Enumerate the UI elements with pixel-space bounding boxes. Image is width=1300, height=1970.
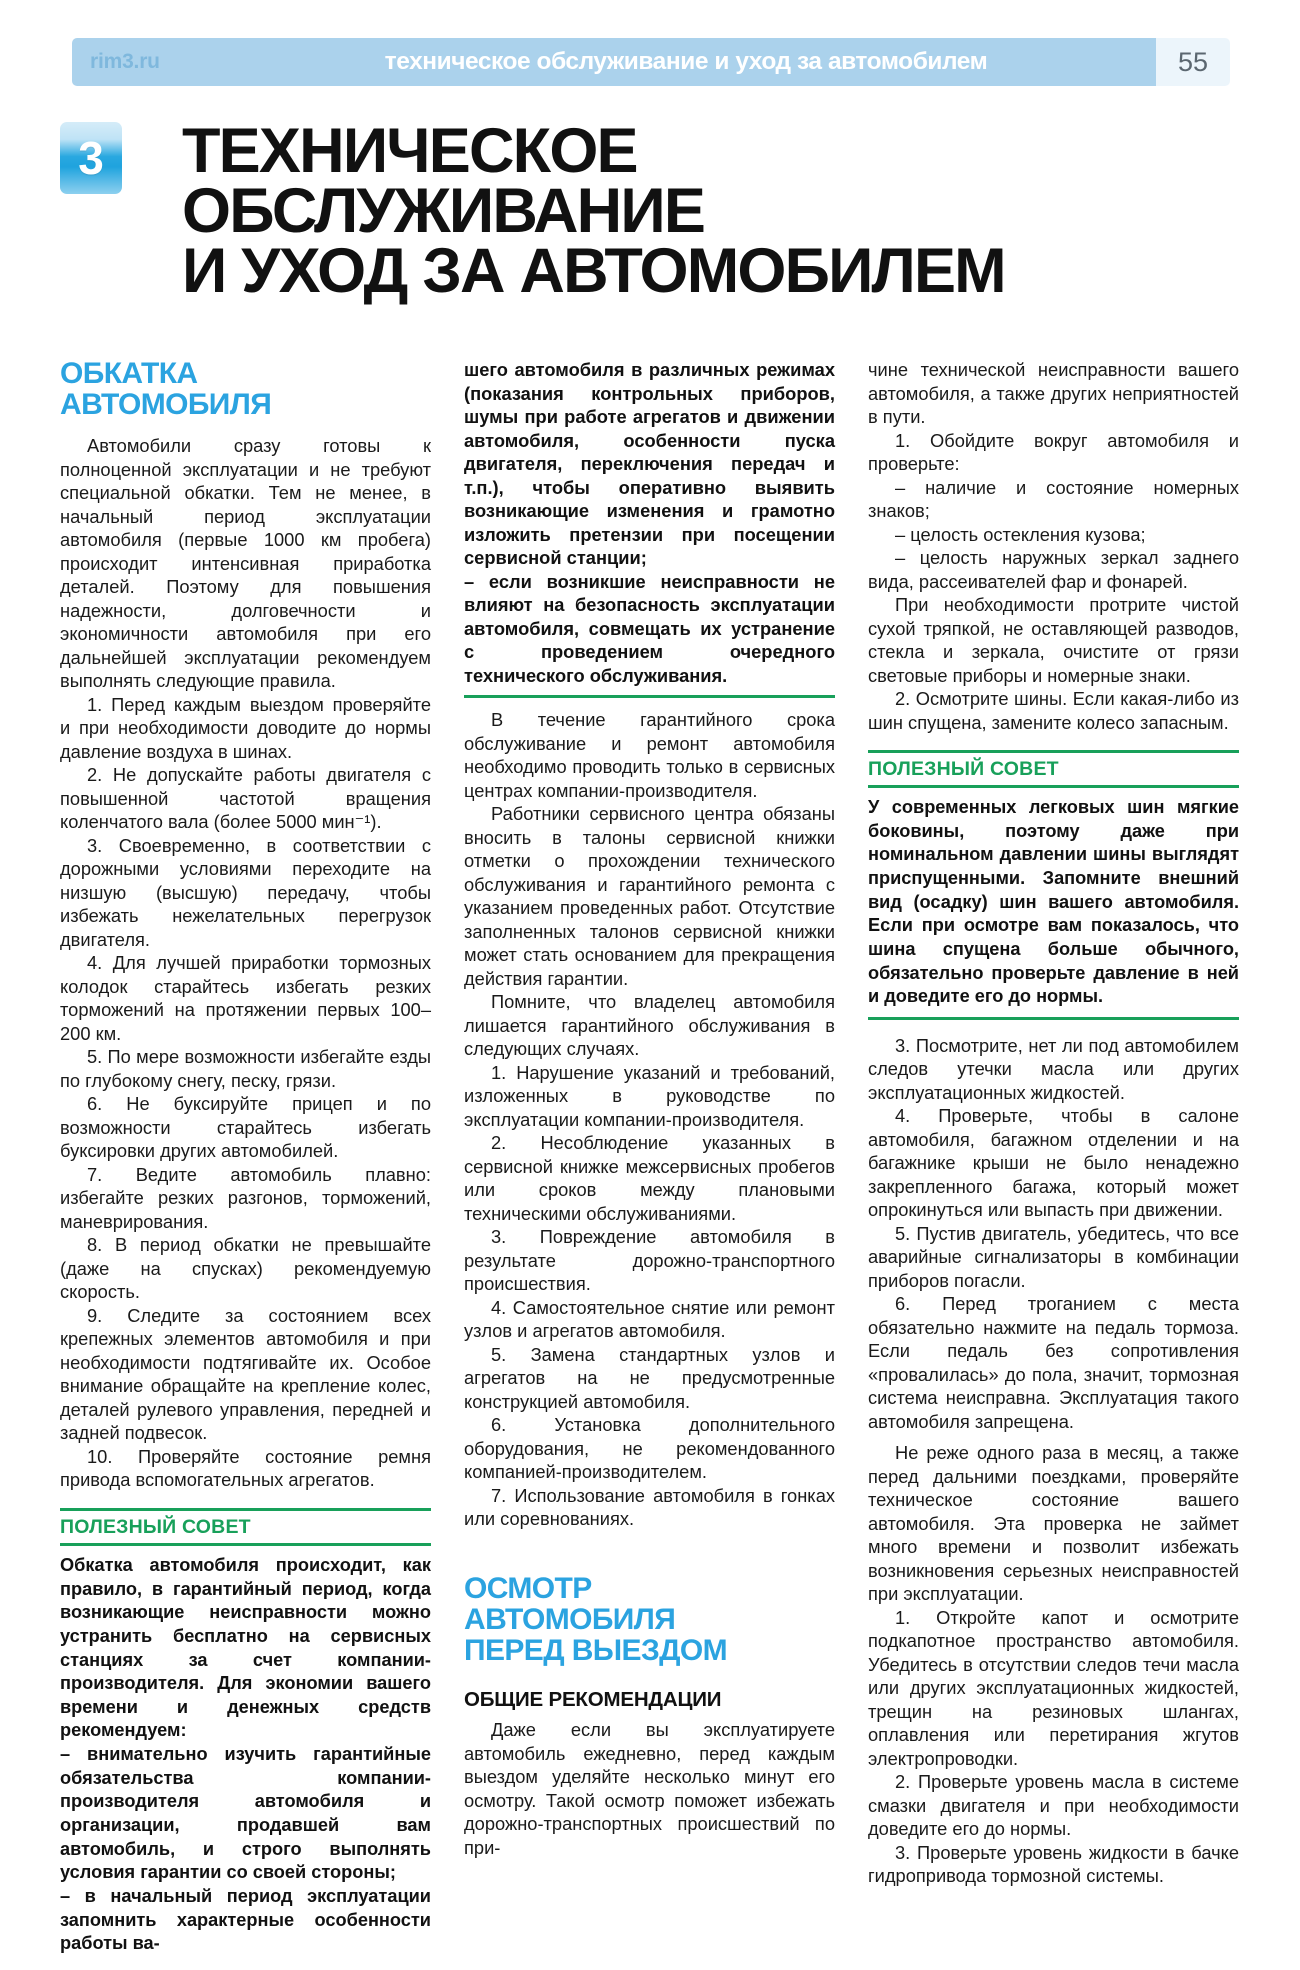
chapter-title-block bbox=[60, 116, 1240, 306]
tip-body bbox=[60, 1554, 431, 1956]
paragraph-continued: чине технической неисправности вашего автомобиля, а также других неприятностей в пути. bbox=[868, 359, 1239, 427]
dash-item: – наличие и состояние номерных знаков; bbox=[868, 476, 1239, 521]
tip-paragraph: – внимательно изучить гарантийные обязательства компании-производителя автомобиля и организации, продавшей вам автомобиль, и строго выполнять условия гарантии со своей стороны; bbox=[60, 1744, 431, 1883]
paragraph-intro: Автомобили сразу готовы к полноценной эксплуатации и не требуют специальной обкатки. Тем не менее, в начальный период эксплуатации автомобиля (первые 1000 км пробега) происходит интенсивная приработка деталей. Поэтому для повышения надежности, долговечности и экономичности автомобиля при его дальнейшей эксплуатации рекомендуем выполнять следующие правила. bbox=[60, 435, 431, 692]
tip-paragraph: У современных легковых шин мягкие боковины, поэтому даже при номинальном давлении шины выглядят приспущенными. Запомните внешний вид (осадку) шин вашего автомобиля. Если при осмотре вам показалось, что шина спущена больше обычного, обязательно проверьте давление в ней и доведите его до нормы. bbox=[868, 797, 1239, 1007]
header-bar bbox=[72, 38, 1156, 86]
tip-paragraph: Обкатка автомобиля происходит, как правило, в гарантийный период, когда возникающие неисправности можно устранить бесплатно на сервисных станциях за счет компании-производителя. Для экономии вашего времени и денежных средств рекомендуем: bbox=[60, 1554, 431, 1741]
tip-paragraph-continued: – если возникшие неисправности не влияют на безопасность эксплуатации автомобиля, совмещать их устранение с проведением очередного технического обслуживания. bbox=[464, 570, 835, 686]
tip-paragraph: – в начальный период эксплуатации запомнить характерные особенности работы ва- bbox=[60, 1886, 431, 1954]
tip-paragraph-continued: шего автомобиля в различных режимах (показания контрольных приборов, шумы при работе агрегатов и движении автомобиля, особенности пуска двигателя, переключения передач и т.п.), чтобы оперативно выявить возникающие изменения и грамотно изложить претензии при посещении сервисной станции; bbox=[464, 359, 835, 568]
list-item: 8. В период обкатки не превышайте (даже на спусках) рекомендуемую скорость. bbox=[60, 1234, 431, 1303]
list-item: 1. Обойдите вокруг автомобиля и проверьте: bbox=[868, 429, 1239, 474]
list-item: 2. Проверьте уровень масла в системе смазки двигателя и при необходимости доведите его до нормы. bbox=[868, 1771, 1239, 1840]
column-2 bbox=[464, 358, 835, 1970]
list-item: 3. Своевременно, в соответствии с дорожными условиями переходите на низшую (высшую) передачу, чтобы избежать нежелательных перегрузок двигателя. bbox=[60, 834, 431, 950]
list-item: 6. Не буксируйте прицеп и по возможности старайтесь избегать буксировки других автомобилей. bbox=[60, 1093, 431, 1162]
list-item: 9. Следите за состоянием всех крепежных элементов автомобиля и при необходимости подтягивайте их. Особое внимание обращайте на крепление колес, деталей рулевого управления, передней и задней подвесок. bbox=[60, 1304, 431, 1444]
list-item: 3. Повреждение автомобиля в результате дорожно-транспортного происшествия. bbox=[464, 1226, 835, 1294]
tip-continuation bbox=[464, 358, 835, 698]
tip-box-obkatka bbox=[60, 1508, 431, 1956]
header-title: техническое обслуживание и уход за автомобилем bbox=[384, 48, 988, 75]
section-heading-line-1: ОСМОТР bbox=[464, 1571, 592, 1605]
chapter-title bbox=[182, 116, 1240, 306]
list-item: 4. Проверьте, чтобы в салоне автомобиля, багажном отделении и на багажнике крыши не было ненадежно закрепленного багажа, который может опрокинуться или выпасть при движении. bbox=[868, 1105, 1239, 1221]
paragraph: Работники сервисного центра обязаны вносить в талоны сервисной книжки отметки о прохождении технического обслуживания и гарантийного ремонта с указанием проведенных работ. Отсутствие заполненных талонов сервисной книжки может стать основанием для прекращения действия гарантии. bbox=[464, 803, 835, 989]
tip-box-tires bbox=[868, 750, 1239, 1020]
dash-item: – целость наружных зеркал заднего вида, рассеивателей фар и фонарей. bbox=[868, 547, 1239, 592]
section-heading-line-1: ОБКАТКА bbox=[60, 357, 198, 390]
list-item: 3. Посмотрите, нет ли под автомобилем следов утечки масла или других эксплуатационных жидкостей. bbox=[868, 1034, 1239, 1103]
tip-body bbox=[868, 796, 1239, 1009]
list-item: 1. Откройте капот и осмотрите подкапотное пространство автомобиля. Убедитесь в отсутствии следов течи масла или других эксплуатационных жидкостей, трещин на резиновых шлангах, оплавления или перетирания жгутов электропроводки. bbox=[868, 1606, 1239, 1769]
paragraph: Даже если вы эксплуатируете автомобиль ежедневно, перед каждым выездом уделяйте несколько минут его осмотру. Такой осмотр поможет избежать дорожно-транспортных происшествий по при- bbox=[464, 1719, 835, 1858]
tip-rule-bottom bbox=[868, 1017, 1239, 1020]
list-item: 6. Установка дополнительного оборудования, не рекомендованного компанией-производителем. bbox=[464, 1414, 835, 1482]
site-watermark: rim3.ru bbox=[90, 50, 160, 73]
list-item: 3. Проверьте уровень жидкости в бачке гидропривода тормозной системы. bbox=[868, 1841, 1239, 1887]
tip-title: ПОЛЕЗНЫЙ СОВЕТ bbox=[868, 753, 1239, 788]
paragraph: Помните, что владелец автомобиля лишается гарантийного обслуживания в следующих случаях. bbox=[464, 991, 835, 1059]
list-item: 4. Для лучшей приработки тормозных колодок старайтесь избегать резких торможений на протяжении первых 100–200 км. bbox=[60, 952, 431, 1044]
chapter-title-line-1: ТЕХНИЧЕСКОЕ bbox=[182, 116, 637, 186]
page-running-header bbox=[72, 38, 1230, 86]
list-item: 5. Пустив двигатель, убедитесь, что все аварийные сигнализаторы в комбинации приборов погасли. bbox=[868, 1222, 1239, 1291]
list-item: 4. Самостоятельное снятие или ремонт узлов и агрегатов автомобиля. bbox=[464, 1296, 835, 1341]
list-item: 7. Использование автомобиля в гонках или соревнованиях. bbox=[464, 1484, 835, 1529]
article-columns bbox=[60, 358, 1240, 1970]
column-1 bbox=[60, 358, 431, 1970]
chapter-number-badge: 3 bbox=[60, 122, 122, 194]
paragraph: Не реже одного раза в месяц, а также перед дальними поездками, проверяйте техническое состояние вашего автомобиля. Эта проверка не займет много времени и позволит избежать возникновения серьезных неисправностей при эксплуатации. bbox=[868, 1442, 1239, 1605]
paragraph: В течение гарантийного срока обслуживание и ремонт автомобиля необходимо проводить только в сервисных центрах компании-производителя. bbox=[464, 709, 835, 801]
chapter-title-line-3: И УХОД ЗА АВТОМОБИЛЕМ bbox=[182, 235, 1005, 306]
list-item: 1. Нарушение указаний и требований, изложенных в руководстве по эксплуатации компании-производителя. bbox=[464, 1061, 835, 1130]
section-heading-obkatka bbox=[60, 358, 431, 420]
paragraph: При необходимости протрите чистой сухой тряпкой, не оставляющей разводов, стекла и зеркала, очистите от грязи световые приборы и номерные знаки. bbox=[868, 594, 1239, 686]
section-heading-line-3: ПЕРЕД ВЫЕЗДОМ bbox=[464, 1633, 728, 1667]
section-heading-line-2: АВТОМОБИЛЯ bbox=[60, 388, 272, 422]
list-item: 2. Несоблюдение указанных в сервисной книжке межсервисных пробегов или сроков между плановыми техническими обслуживаниями. bbox=[464, 1132, 835, 1224]
subsection-heading-general-recommendations: ОБЩИЕ РЕКОМЕНДАЦИИ bbox=[464, 1688, 722, 1712]
chapter-title-line-2: ОБСЛУЖИВАНИЕ bbox=[182, 175, 705, 246]
section-heading-line-2: АВТОМОБИЛЯ bbox=[464, 1602, 676, 1636]
list-item: 2. Осмотрите шины. Если какая-либо из шин спущена, замените колесо запасным. bbox=[868, 688, 1239, 733]
section-heading-osmotr bbox=[464, 1573, 835, 1667]
list-item: 5. По мере возможности избегайте езды по глубокому снегу, песку, грязи. bbox=[60, 1046, 431, 1091]
list-item: 7. Ведите автомобиль плавно: избегайте резких разгонов, торможений, маневрирования. bbox=[60, 1163, 431, 1232]
list-item: 10. Проверяйте состояние ремня привода вспомогательных агрегатов. bbox=[60, 1445, 431, 1491]
list-item: 1. Перед каждым выездом проверяйте и при необходимости доводите до нормы давление воздуха в шинах. bbox=[60, 693, 431, 762]
dash-item: – целость остекления кузова; bbox=[895, 523, 1146, 545]
list-item: 6. Перед троганием с места обязательно нажмите на педаль тормоза. Если педаль без сопротивления «провалилась» до пола, значит, тормозная система неисправна. Эксплуатация такого автомобиля запрещена. bbox=[868, 1293, 1239, 1432]
list-item: 5. Замена стандартных узлов и агрегатов на не предусмотренные конструкцией автомобиля. bbox=[464, 1343, 835, 1412]
column-3 bbox=[868, 358, 1239, 1970]
tip-title: ПОЛЕЗНЫЙ СОВЕТ bbox=[60, 1511, 431, 1546]
list-item: 2. Не допускайте работы двигателя с повышенной частотой вращения коленчатого вала (более 5000 мин⁻¹). bbox=[60, 764, 431, 833]
page-number: 55 bbox=[1156, 38, 1230, 86]
